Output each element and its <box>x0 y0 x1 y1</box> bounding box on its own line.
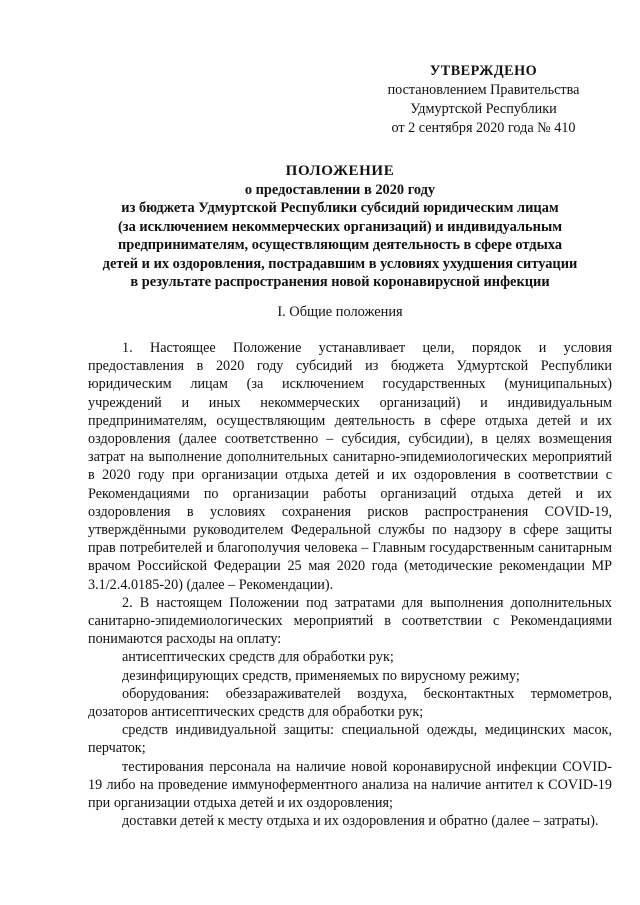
paragraph: 1. Настоящее Положение устанавливает цели, порядок и условия предоставления в 2020 году субсидий из бюджета Удмуртской Республики юридическим лицам (за исключением государственных (муниципальных) учреждений и иных некоммерческих организаций) и индивидуальным предпринимателям, осуществляющим деятельность в сфере отдыха детей и их оздоровления (далее соответственно – субсидия, субсидии), в целях возмещения затрат на выполнение дополнительных санитарно-эпидемиологических мероприятий в 2020 году при организации отдыха детей и их оздоровления в соответствии с Рекомендациями по организации работы организаций отдыха детей и их оздоровления в условиях сохранения рисков распространения COVID-19, утверждёнными руководителем Федеральной службы по надзору в сфере защиты прав потребителей и благополучия человека – Главным государственным санитарным врачом Российской Федерации 25 мая 2020 года (методические рекомендации МР 3.1/2.4.0185-20) (далее – Рекомендации). <box>88 340 612 593</box>
approval-heading: УТВЕРЖДЕНО <box>429 63 538 79</box>
title-line: в результате распространения новой коронавирусной инфекции <box>130 274 550 290</box>
title-main: ПОЛОЖЕНИЕ <box>285 163 395 179</box>
list-item: тестирования персонала на наличие новой коронавирусной инфекции COVID-19 либо на проведение иммуноферментного анализа на наличие антител к COVID-19 при организации отдыха детей и их оздоровления; <box>88 758 612 812</box>
title-line: о предоставлении в 2020 году <box>244 181 436 198</box>
paragraph: 2. В настоящем Положении под затратами для выполнения дополнительных санитарно-эпидемиологических мероприятий в соответствии с Рекомендациями понимаются расходы на оплату: <box>88 594 612 648</box>
title-line: детей и их оздоровления, пострадавшим в условиях ухудшения ситуации <box>102 255 578 272</box>
list-item: доставки детей к месту отдыха и их оздоровления и обратно (далее – затраты). <box>122 813 599 830</box>
approval-line-1: постановлением Правительства <box>387 82 580 98</box>
list-item: оборудования: обеззараживателей воздуха, бесконтактных термометров, дозаторов антисептических средств для обработки рук; <box>88 685 612 721</box>
list-item: антисептических средств для обработки рук; <box>122 649 394 666</box>
section-heading: I. Общие положения <box>277 304 403 320</box>
list-item: средств индивидуальной защиты: специальной одежды, медицинских масок, перчаток; <box>88 722 612 757</box>
title-line: (за исключением некоммерческих организаций) и индивидуальным <box>118 218 562 235</box>
document-title <box>70 162 610 292</box>
approval-line-2: Удмуртской Республики <box>410 101 557 117</box>
approval-line-3: от 2 сентября 2020 года № 410 <box>391 120 576 136</box>
document-body <box>88 339 612 830</box>
title-line: из бюджета Удмуртской Республики субсидий юридическим лицам <box>121 200 559 216</box>
approval-stamp <box>361 62 606 138</box>
title-line: предпринимателям, осуществляющим деятельность в сфере отдыха <box>117 237 563 253</box>
list-item: дезинфицирующих средств, применяемых по вирусному режиму; <box>122 667 520 684</box>
